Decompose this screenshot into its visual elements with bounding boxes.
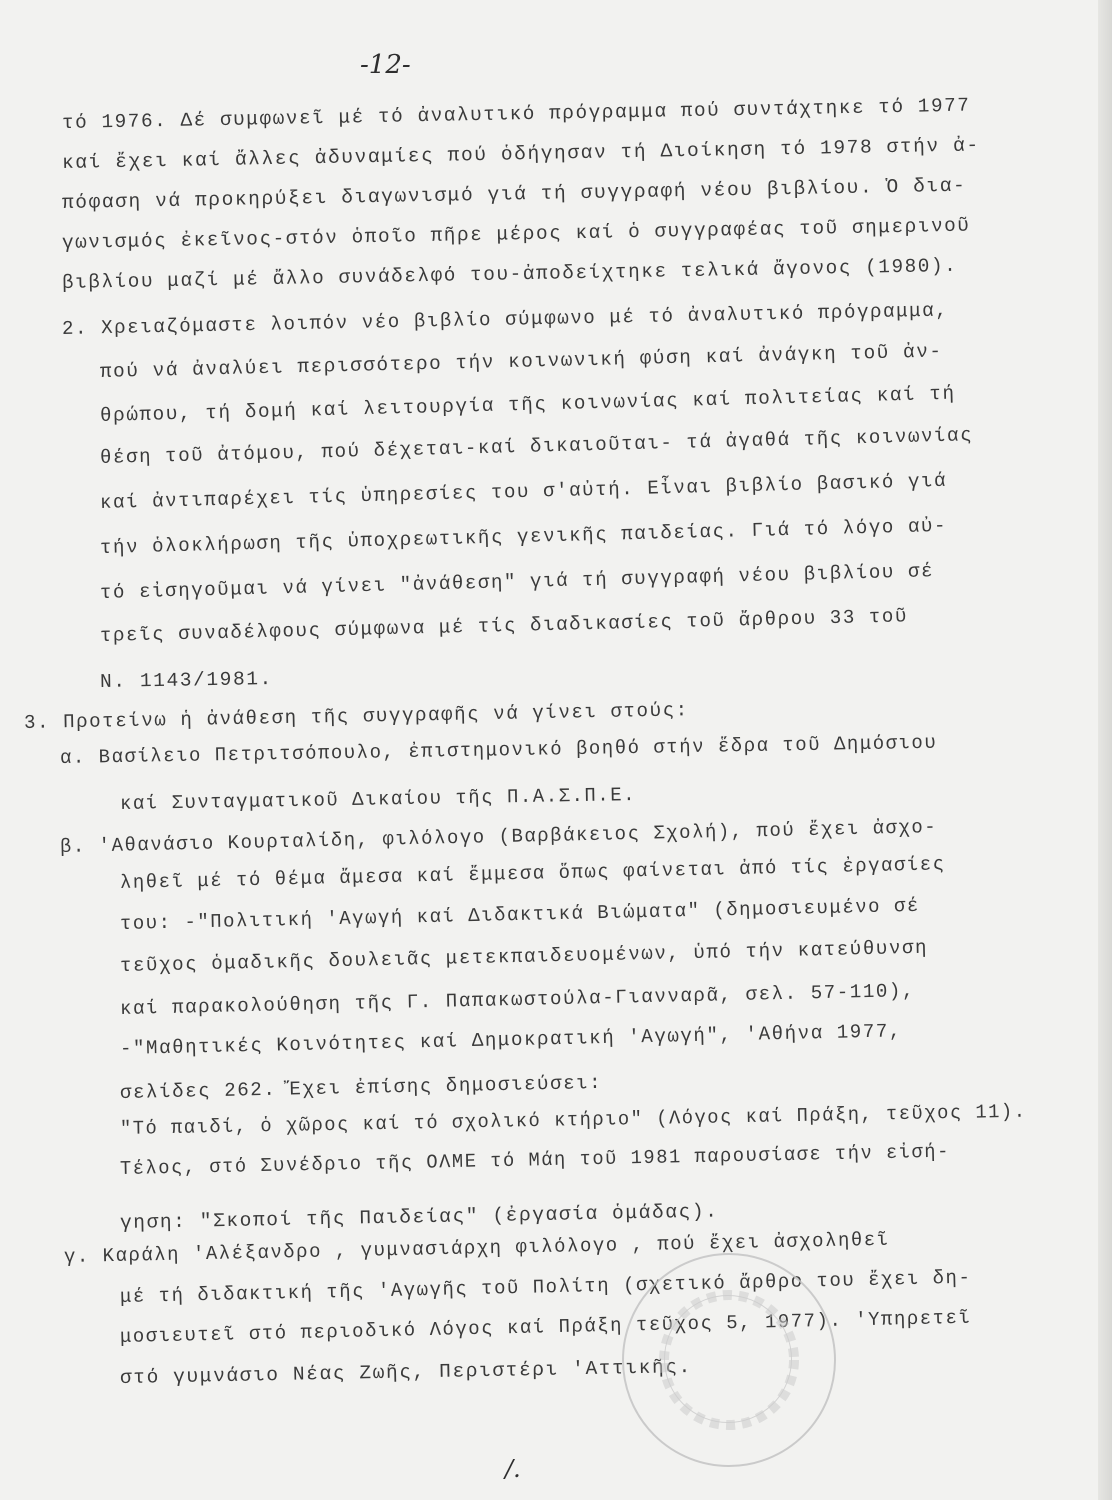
text-line: καί ἔχει καί ἄλλες ἀδυναμίες πού ὁδήγησαν τή Διοίκηση τό 1978 στήν ἀ-: [61, 134, 980, 174]
text-line: α. Βασίλειο Πετριτσόπουλο, ἐπιστημονικό βοηθό στήν ἕδρα τοῦ Δημόσιου: [59, 731, 938, 769]
text-line: γωνισμός ἐκεῖνος-στόν ὁποῖο πῆρε μέρος καί ὁ συγγραφέας τοῦ σημερινοῦ: [61, 214, 971, 254]
text-line: ληθεῖ μέ τό θέμα ἄμεσα καί ἔμμεσα ὅπως φαίνεται ἀπό τίς ἐργασίες: [119, 853, 946, 894]
text-line: γηση: "Σκοποί τῆς Παιδείας" (ἐργασία ὁμάδας).: [119, 1200, 719, 1234]
text-line: βιβλίου μαζί μέ ἄλλο συνάδελφό του-ἀποδείχτηκε τελικά ἄγονος (1980).: [61, 254, 958, 294]
text-line: τρεῖς συναδέλφους σύμφωνα μέ τίς διαδικασίες τοῦ ἄρθρου 33 τοῦ: [99, 605, 909, 647]
text-line: Τέλος, στό Συνέδριο τῆς ΟΛΜΕ τό Μάη τοῦ 1981 παρουσίασε τήν εἰσή-: [119, 1140, 951, 1180]
text-line: καί Συνταγματικοῦ Δικαίου τῆς Π.Α.Σ.Π.Ε.: [119, 783, 637, 815]
text-line: σελίδες 262. Ἔχει ἐπίσης δημοσιεύσει:: [119, 1071, 603, 1104]
text-line: τό 1976. Δέ συμφωνεῖ μέ τό ἀναλυτικό πρόγραμμα πού συντάχτηκε τό 1977: [61, 94, 971, 134]
page-number: -12-: [360, 50, 411, 80]
faded-official-stamp: [622, 1253, 836, 1467]
text-line: θέση τοῦ ἀτόμου, πού δέχεται-καί δικαιοῦται- τά ἀγαθά τῆς κοινωνίας: [99, 424, 974, 469]
text-line: τήν ὁλοκλήρωση τῆς ὑποχρεωτικῆς γενικῆς παιδείας. Γιά τό λόγο αὐ-: [99, 514, 948, 559]
text-line: θρώπου, τή δομή καί λειτουργία τῆς κοινωνίας καί πολιτείας καί τή: [99, 382, 956, 427]
text-line: 3. Προτείνω ἡ ἀνάθεση τῆς συγγραφῆς νά γίνει στούς:: [23, 699, 689, 734]
text-line: μέ τή διδακτική τῆς 'Αγωγῆς τοῦ Πολίτη (σχετικό ἄρθρο του ἔχει δη-: [119, 1266, 972, 1308]
text-line: στό γυμνάσιο Νέας Ζωῆς, Περιστέρι 'Αττικῆς.: [119, 1356, 693, 1389]
text-line: β. 'Αθανάσιο Κουρταλίδη, φιλόλογο (Βαρβάκειος Σχολή), πού ἔχει ἀσχο-: [59, 816, 938, 858]
text-line: τεῦχος ὁμαδικῆς δουλειᾶς μετεκπαιδευομένων, ὑπό τήν κατεύθυνση: [119, 936, 929, 977]
text-line: τό εἰσηγοῦμαι νά γίνει "ἀνάθεση" γιά τή συγγραφή νέου βιβλίου σέ: [99, 560, 935, 604]
text-line: 2. Χρειαζόμαστε λοιπόν νέο βιβλίο σύμφωνο μέ τό ἀναλυτικό πρόγραμμα,: [61, 299, 949, 340]
text-line: πού νά ἀναλύει περισσότερο τήν κοινωνική φύση καί ἀνάγκη τοῦ ἀν-: [99, 340, 943, 383]
text-line: καί παρακολούθηση τῆς Γ. Παπακωστούλα-Γιανναρᾶ, σελ. 57-110),: [119, 979, 916, 1020]
text-line: γ. Καράλη 'Αλέξανδρο , γυμνασιάρχη φιλόλογο , πού ἔχει ἀσχοληθεῖ: [63, 1228, 890, 1268]
text-line: καί ἀντιπαρέχει τίς ὑπηρεσίες του σ'αὐτή. Εἶναι βιβλίο βασικό γιά: [99, 469, 948, 514]
text-line: "Τό παιδί, ὁ χῶρος καί τό σχολικό κτήριο" (Λόγος καί Πράξη, τεῦχος 11).: [119, 1100, 1027, 1140]
page-edge-shadow: [1098, 0, 1112, 1500]
text-line: πόφαση νά προκηρύξει διαγωνισμό γιά τή συγγραφή νέου βιβλίου. Ὁ δια-: [61, 174, 967, 214]
text-line: -"Μαθητικές Κοινότητες καί Δημοκρατική 'Αγωγή", 'Αθήνα 1977,: [119, 1020, 903, 1060]
text-line: μοσιευτεῖ στό περιοδικό Λόγος καί Πράξη τεῦχος 5, 1977). 'Υπηρετεῖ: [119, 1306, 972, 1348]
text-line: του: -"Πολιτική 'Αγωγή καί Διδακτικά Βιώματα" (δημοσιευμένο σέ: [119, 894, 921, 935]
end-mark: /.: [505, 1455, 521, 1483]
text-line: Ν. 1143/1981.: [99, 667, 274, 693]
